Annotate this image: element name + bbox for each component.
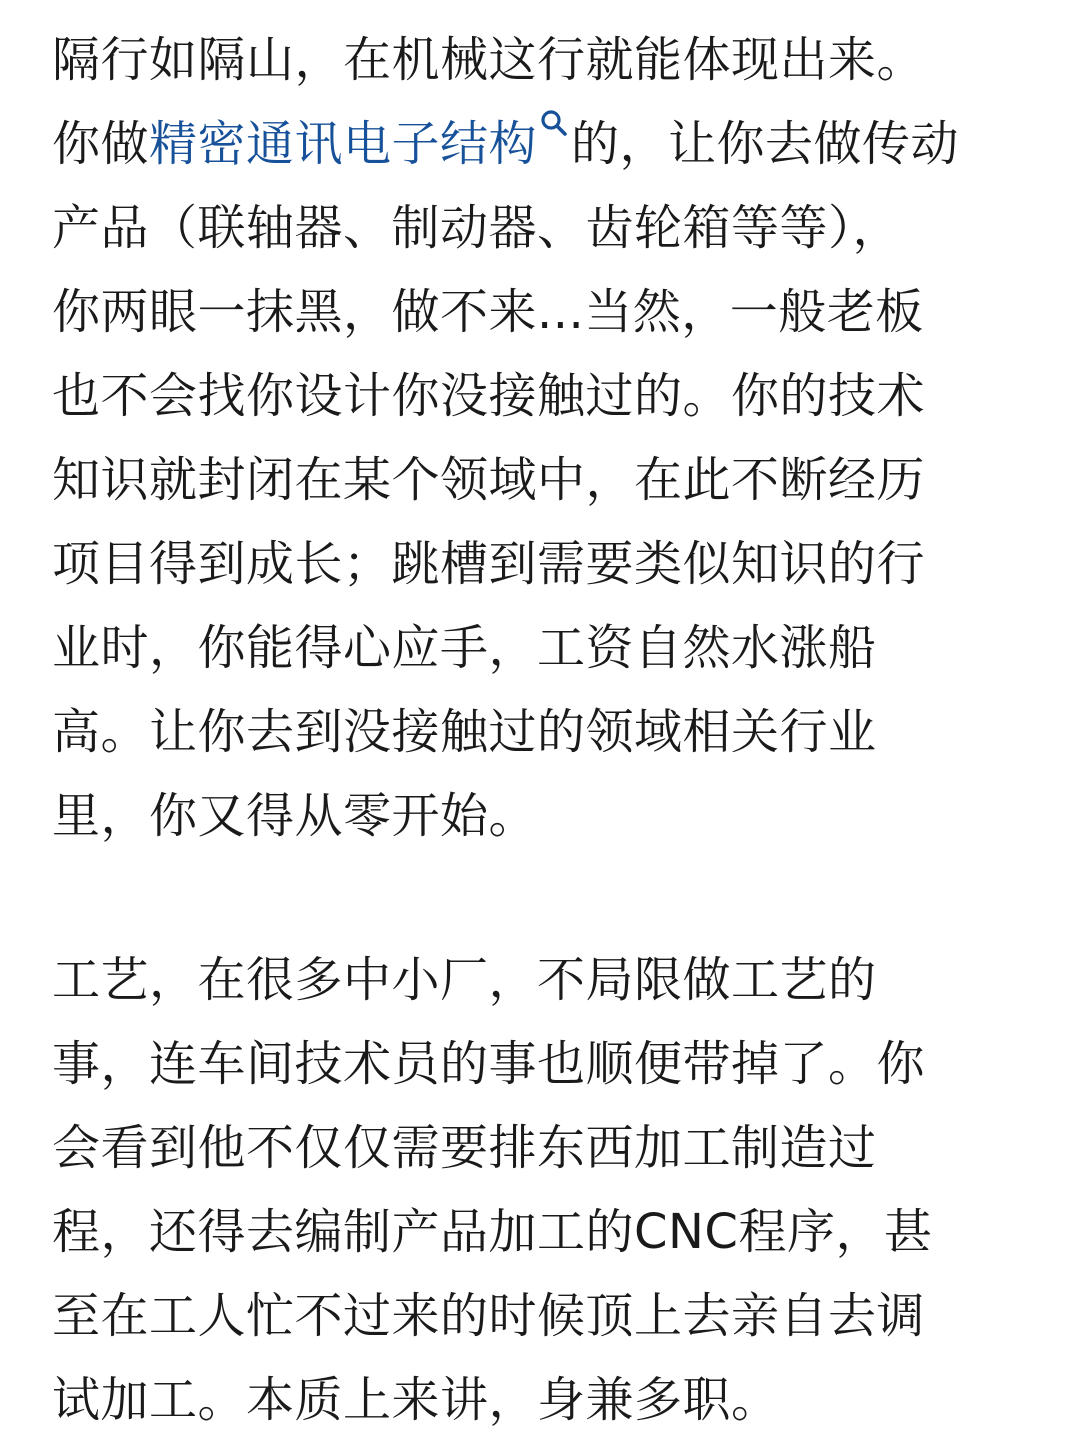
paragraph-2 [52, 938, 1052, 1442]
text-line: 业时，你能得心应手，工资自然水涨船 [52, 620, 877, 676]
text-line: 产品（联轴器、制动器、齿轮箱等等）， [52, 200, 902, 256]
paragraph-spacer [52, 858, 1052, 938]
search-keyword-link[interactable] [149, 116, 571, 172]
text-line: 程，还得去编制产品加工的CNC程序，甚 [52, 1204, 933, 1260]
text-line: 会看到他不仅仅需要排东西加工制造过 [52, 1120, 877, 1176]
text-line: 也不会找你设计你没接触过的。你的技术 [52, 368, 926, 424]
text-line: 里，你又得从零开始。 [52, 788, 538, 844]
text-span: 你做 [52, 116, 150, 172]
text-line: 项目得到成长；跳槽到需要类似知识的行 [52, 536, 926, 592]
search-keyword-label: 精密通讯电子结构 [149, 116, 538, 172]
text-line: 事，连车间技术员的事也顺便带掉了。你 [52, 1036, 926, 1092]
text-line: 至在工人忙不过来的时候顶上去亲自去调 [52, 1288, 926, 1344]
text-line: 知识就封闭在某个领域中，在此不断经历 [52, 452, 926, 508]
text-span: 的，让你去做传动 [571, 116, 960, 172]
text-line: 试加工。本质上来讲，身兼多职。 [52, 1372, 780, 1428]
search-icon [539, 108, 569, 138]
text-line: 隔行如隔山，在机械这行就能体现出来。 [52, 32, 926, 88]
text-line: 工艺，在很多中小厂，不局限做工艺的 [52, 952, 877, 1008]
text-line: 高。让你去到没接触过的领域相关行业 [52, 704, 877, 760]
text-line: 你两眼一抹黑，做不来...当然，一般老板 [52, 284, 924, 340]
paragraph-1 [52, 18, 1052, 858]
answer-content [52, 18, 1052, 1442]
text-line [52, 102, 1052, 186]
